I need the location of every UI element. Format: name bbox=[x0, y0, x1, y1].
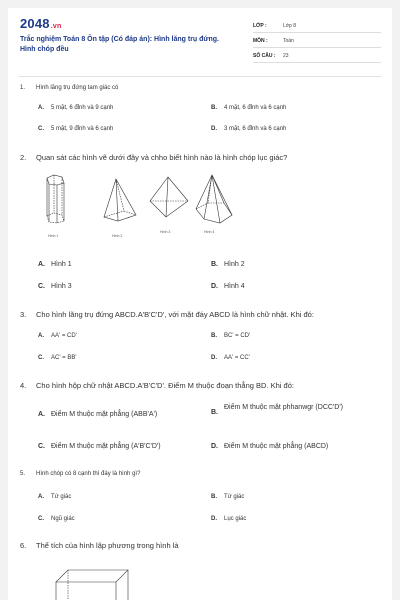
option-d[interactable]: D. Điểm M thuộc mặt phẳng (ABCD) bbox=[211, 443, 329, 450]
page-title: Trắc nghiệm Toán 8 Ôn tập (Có đáp án): Hình lăng trụ đứng. Hình chóp đều bbox=[20, 36, 219, 53]
option-a[interactable]: A. Điểm M thuộc mặt phẳng (ABB'A') bbox=[38, 411, 158, 418]
question-text: 1. Hình lăng trụ đứng tam giác có bbox=[20, 85, 119, 91]
question-text: 5. Hình chóp có 8 cạnh thì đáy là hình gì? bbox=[20, 471, 141, 477]
hexagonal-prism-figure bbox=[47, 175, 64, 223]
question-1 bbox=[20, 84, 380, 93]
figure-label-4: Hình 4 bbox=[204, 230, 215, 234]
option-c[interactable]: C. Hình 3 bbox=[38, 283, 72, 290]
triangular-pyramid-figure bbox=[150, 177, 188, 217]
question-6 bbox=[20, 541, 380, 550]
question-2-figures bbox=[38, 173, 238, 235]
option-c[interactable]: C. Ngũ giác bbox=[38, 516, 75, 522]
meta-row-class: LỚP : Lớp 8 bbox=[253, 20, 381, 33]
site-logo[interactable]: 2048.vn bbox=[20, 16, 62, 31]
option-a[interactable]: A. Tứ giác bbox=[38, 494, 72, 500]
meta-row-count: SỐ CÂU : 23 bbox=[253, 50, 381, 63]
question-5 bbox=[20, 470, 380, 479]
question-text: 4. Cho hình hộp chữ nhật ABCD.A'B'C'D'. Điểm M thuộc đoạn thẳng BD. Khi đó: bbox=[20, 381, 294, 390]
option-a[interactable]: A. 5 mặt, 6 đỉnh và 9 cạnh bbox=[38, 105, 114, 111]
meta-row-subject: MÔN : Toán bbox=[253, 35, 381, 48]
option-d[interactable]: D. AA' = CC' bbox=[211, 355, 250, 361]
question-text: 6. Thể tích của hình lập phương trong hình là bbox=[20, 541, 179, 550]
option-c[interactable]: C. 5 mặt, 9 đỉnh và 6 cạnh bbox=[38, 126, 114, 132]
square-pyramid-figure bbox=[104, 179, 136, 221]
figure-label-3: Hình 3 bbox=[160, 230, 171, 234]
worksheet-page bbox=[8, 8, 392, 600]
option-c[interactable]: C. AC' = BB' bbox=[38, 355, 77, 361]
figure-label-2: Hình 2 bbox=[112, 234, 123, 238]
option-b[interactable]: B. Tứ giác bbox=[211, 494, 245, 500]
question-4 bbox=[20, 381, 380, 390]
hexagonal-pyramid-figure bbox=[196, 175, 232, 223]
question-2 bbox=[20, 153, 380, 162]
question-text: 2. Quan sát các hình vẽ dưới đây và chho biết hình nào là hình chóp lục giác? bbox=[20, 153, 288, 162]
option-d[interactable]: D. Hình 4 bbox=[211, 283, 245, 290]
question-3 bbox=[20, 310, 380, 319]
header-divider bbox=[18, 76, 382, 77]
option-b[interactable]: B. BC' = CD' bbox=[211, 333, 251, 339]
option-b[interactable]: B. 4 mặt, 6 đỉnh và 6 cạnh bbox=[211, 105, 287, 111]
option-b[interactable]: B. Hình 2 bbox=[211, 261, 245, 268]
option-b[interactable]: B. Điểm M thuộc mặt phhanwgr (DCC'D') bbox=[211, 404, 343, 416]
option-d[interactable]: D. Lục giác bbox=[211, 516, 247, 522]
option-c[interactable]: C. Điểm M thuộc mặt phẳng (A'B'C'D') bbox=[38, 443, 161, 450]
question-text: 3. Cho hình lăng trụ đứng ABCD.A'B'C'D', với mặt đáy ABCD là hình chữ nhật. Khi đó: bbox=[20, 310, 314, 319]
meta-info bbox=[253, 20, 381, 65]
option-a[interactable]: A. AA' = CD' bbox=[38, 333, 77, 339]
figure-label-1: Hình 1 bbox=[48, 234, 59, 238]
option-a[interactable]: A. Hình 1 bbox=[38, 261, 72, 268]
cube-figure bbox=[50, 564, 140, 600]
option-d[interactable]: D. 3 mặt, 6 đỉnh và 6 cạnh bbox=[211, 126, 287, 132]
